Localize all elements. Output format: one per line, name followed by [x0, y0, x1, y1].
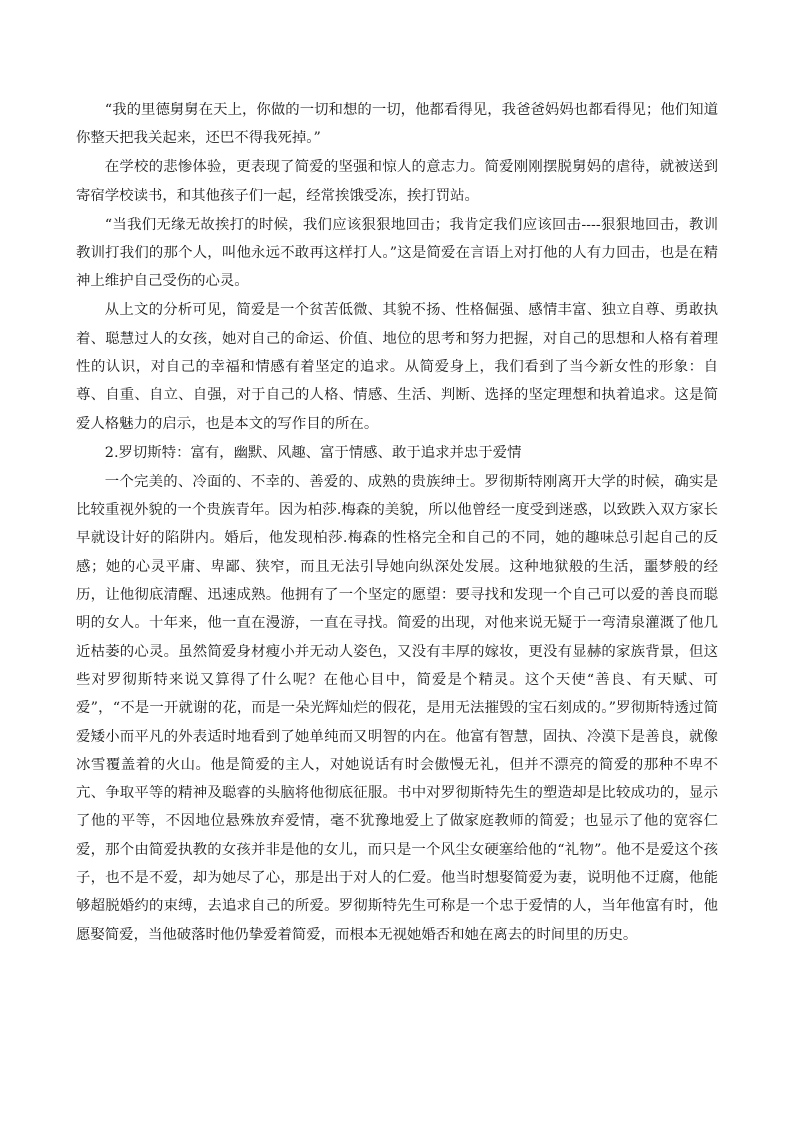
paragraph-rochester-description: 一个完美的、冷面的、不幸的、善爱的、成熟的贵族绅士。罗彻斯特刚离开大学的时候，确实是比较重视外貌的一个贵族青年。因为柏莎.梅森的美貌，所以他曾经一度受到迷惑，以致跌入双方家长早就设计好的陷阱内。婚后，他发现柏莎.梅森的性格完全和自己的不同，她的趣味总引起自己的反感；她的心灵平庸、卑鄙、狭窄，而且无法引导她向纵深处发展。这种地狱般的生活，噩梦般的经历，让他彻底清醒、迅速成熟。他拥有了一个坚定的愿望：要寻找和发现一个自己可以爱的善良而聪明的女人。十年来，他一直在漫游，一直在寻找。简爱的出现，对他来说无疑于一弯清泉灌溉了他几近枯萎的心灵。虽然简爱身材瘦小并无动人姿色，又没有丰厚的嫁妆，更没有显赫的家族背景，但这些对罗彻斯特来说又算得了什么呢？在他心目中，简爱是个精灵。这个天使“善良、有天赋、可爱”，“不是一开就谢的花，而是一朵光辉灿烂的假花，是用无法摧毁的宝石刻成的。”罗彻斯特透过简爱矮小而平凡的外表适时地看到了她单纯而又明智的内在。他富有智慧，固执、冷漠下是善良，就像冰雪覆盖着的火山。他是简爱的主人，对她说话有时会傲慢无礼，但并不漂亮的简爱的那种不卑不亢、争取平等的精神及聪睿的头脑将他彻底征服。书中对罗彻斯特先生的塑造却是比较成功的，显示了他的平等，不因地位悬殊放弃爱情，毫不犹豫地爱上了做家庭教师的简爱；也显示了他的宽容仁爱，那个由简爱执教的女孩并非是他的女儿，而只是一个风尘女硬塞给他的“礼物”。他不是爱这个孩子，也不是不爱，却为她尽了心，那是出于对人的仁爱。他当时想娶简爱为妻，说明他不迂腐，他能够超脱婚约的束缚，去追求自己的所爱。罗彻斯特先生可称是一个忠于爱情的人，当年他富有时，他愿娶简爱，当他破落时他仍挚爱着简爱，而根本无视她婚否和她在离去的时间里的历史。 — [76, 473, 718, 943]
paragraph-quote-strike-back: “当我们无缘无故挨打的时候，我们应该狠狠地回击；我肯定我们应该回击----狠狠地回击，教训教训打我们的那个人，叫他永远不敢再这样打人。”这是简爱在言语上对打他的人有力回击，也是在精神上维护自己受伤的心灵。 — [76, 216, 718, 290]
paragraph-analysis-summary: 从上文的分析可见，简爱是一个贫苦低微、其貌不扬、性格倔强、感情丰富、独立自尊、勇敢执着、聪慧过人的女孩，她对自己的命运、价值、地位的思考和努力把握，对自己的思想和人格有着理性的认识，对自己的幸福和情感有着坚定的追求。从简爱身上，我们看到了当今新女性的形象：自尊、自重、自立、自强，对于自己的人格、情感、生活、判断、选择的坚定理想和执着追求。这是简爱人格魅力的启示，也是本文的写作目的所在。 — [76, 302, 718, 432]
paragraph-school-experience: 在学校的悲惨体验，更表现了简爱的坚强和惊人的意志力。简爱刚刚摆脱舅妈的虐待，就被送到寄宿学校读书，和其他孩子们一起，经常挨饿受冻，挨打罚站。 — [76, 159, 718, 204]
paragraph-quote-reed: “我的里德舅舅在天上，你做的一切和想的一切，他都看得见，我爸爸妈妈也都看得见；他们知道你整天把我关起来，还巴不得我死掉。” — [76, 102, 718, 147]
section-heading-rochester: 2.罗切斯特：富有，幽默、风趣、富于情感、敢于追求并忠于爱情 — [104, 444, 522, 461]
document-body — [76, 96, 718, 950]
